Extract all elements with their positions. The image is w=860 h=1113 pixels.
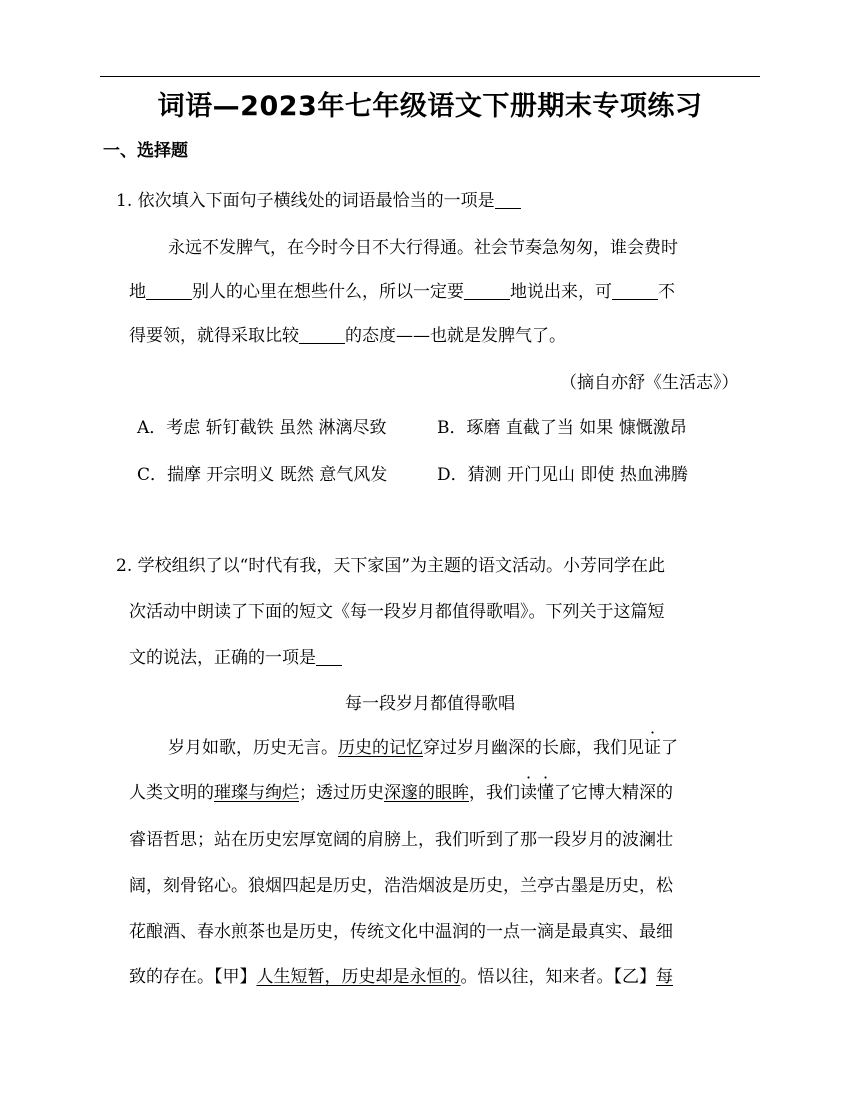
essay-line: 人类文明的璀璨与绚烂；透过历史深邃的眼眸，我们读懂了它博大精深的 <box>129 783 673 803</box>
fill-blank <box>299 324 345 344</box>
essay-title: 每一段岁月都值得歌唱 <box>345 694 515 714</box>
essay-line: 岁月如歌，历史无言。历史的记忆穿过岁月幽深的长廊，我们见证了 <box>168 738 678 758</box>
option-b[interactable]: B．琢磨 直截了当 如果 慷慨激昂 <box>437 418 687 438</box>
option-d[interactable]: D．猜测 开门见山 即使 热血沸腾 <box>437 465 688 485</box>
question-text: 依次填入下面句子横线处的词语最恰当的一项是 <box>137 191 495 211</box>
fill-blank <box>146 280 192 300</box>
options-row <box>137 413 687 438</box>
essay-line: 睿语哲思；站在历史宏厚宽阔的肩膀上，我们听到了那一段岁月的波澜壮 <box>129 830 673 850</box>
passage-line: 得要领，就得采取比较 的态度——也就是发脾气了。 <box>129 326 566 346</box>
passage-line: 永远不发脾气，在今时今日不大行得通。社会节奏急匆匆，谁会费时 <box>168 238 678 258</box>
question-number: 2. <box>116 556 133 576</box>
option-c[interactable]: C．揣摩 开宗明义 既然 意气风发 <box>137 465 388 485</box>
question-text: 文的说法，正确的一项是 <box>129 643 342 668</box>
question-text: 学校组织了以“时代有我，天下家国”为主题的语文活动。小芳同学在此 <box>137 556 666 576</box>
options-row <box>137 460 688 485</box>
answer-blank <box>316 646 342 666</box>
fill-blank <box>612 280 658 300</box>
essay-line: 致的存在。【甲】人生短暂，历史却是永恒的。悟以往，知来者。【乙】每 <box>129 967 673 987</box>
section-heading: 一、选择题 <box>103 141 188 161</box>
question-1-stem <box>116 186 521 211</box>
question-number: 1. <box>116 191 133 211</box>
option-a[interactable]: A．考虑 斩钉截铁 虽然 淋漓尽致 <box>137 418 387 438</box>
answer-blank <box>495 189 521 209</box>
essay-line: 花酿酒、春水煎茶也是历史，传统文化中温润的一点一滴是最真实、最细 <box>129 922 673 942</box>
page-title: 词语—2023年七年级语文下册期末专项练习 <box>157 91 703 122</box>
header-rule <box>100 76 760 77</box>
question-2-stem <box>116 551 665 576</box>
essay-line: 阔，刻骨铭心。狼烟四起是历史，浩浩烟波是历史，兰亭古墨是历史，松 <box>129 876 673 896</box>
passage-source: （摘自亦舒《生活志》） <box>560 373 739 393</box>
question-text: 次活动中朗读了下面的短文《每一段岁月都值得歌唱》。下列关于这篇短 <box>129 602 665 622</box>
fill-blank <box>464 280 510 300</box>
passage-line: 地 别人的心里在想些什么，所以一定要 地说出来，可 不 <box>129 282 675 302</box>
